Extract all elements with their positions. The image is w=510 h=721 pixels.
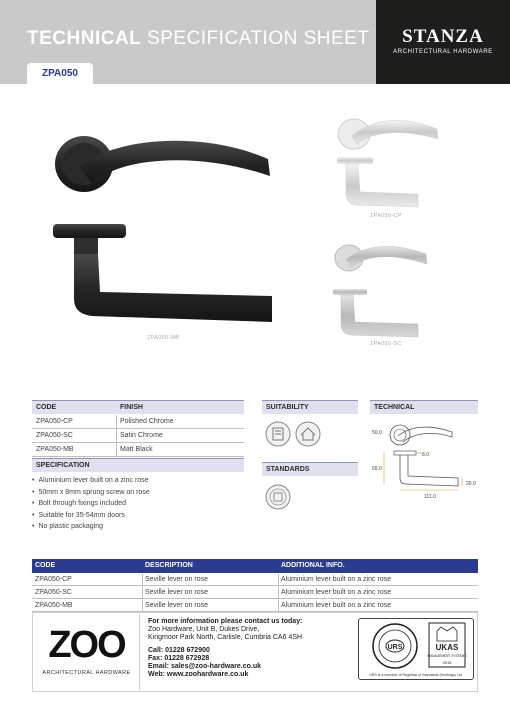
lever-illustrations (0, 84, 510, 374)
row-additional-info: Aluminium lever built on a zinc rose (281, 602, 392, 609)
satin-lever-sc (333, 245, 427, 337)
row-code: ZPA050-SC (35, 589, 72, 596)
table-row (32, 574, 478, 586)
web-link[interactable]: Web: www.zoohardware.co.uk (148, 671, 249, 679)
caption-sc: ZPA050-SC (370, 341, 402, 347)
suitability-heading: SUITABILITY (266, 404, 309, 411)
brand-name: STANZA (402, 26, 484, 47)
row-description: Seville lever on rose (145, 602, 209, 609)
col-code: CODE (35, 562, 56, 569)
chrome-lever-cp (337, 119, 438, 207)
email-link[interactable]: Email: sales@zoo-hardware.co.uk (148, 663, 262, 671)
row-description: Seville lever on rose (145, 576, 209, 583)
standards-heading: STANDARDS (266, 466, 310, 473)
column-divider (116, 415, 117, 457)
caption-mb: ZPA050-MB (147, 335, 180, 341)
standards-header (262, 462, 358, 476)
spec-item: • Suitable for 35-54mm doors (32, 510, 150, 522)
col-additional-info: ADDITIONAL INFO. (281, 562, 345, 569)
col-finish: FINISH (120, 404, 143, 411)
specification-heading: SPECIFICATION (36, 462, 90, 469)
fax-number: Fax: 01228 672928 (148, 654, 210, 662)
specification-list (32, 475, 150, 533)
row-code: ZPA050-CP (35, 576, 72, 583)
product-code: ZPA050 (42, 68, 78, 79)
sheet-title (27, 28, 369, 50)
row-code: ZPA050-SC (36, 432, 73, 439)
contact-heading: For more information please contact us today: (148, 618, 303, 625)
table-row (32, 600, 478, 612)
product-images (0, 84, 510, 374)
technical-heading: TECHNICAL (374, 404, 415, 411)
urs-note: URS is a member of Registrar of Standards (Holdings) Ltd. (369, 673, 463, 677)
table-row (32, 443, 244, 457)
ce-standard-icon (264, 483, 298, 513)
black-lever-front (55, 136, 270, 192)
row-code: ZPA050-MB (36, 446, 74, 453)
finish-table-header (32, 400, 244, 414)
spec-item: • 50mm x 8mm sprung screw on rose (32, 487, 150, 499)
row-finish: Polished Chrome (120, 418, 174, 425)
address-line-2: Kingmoor Park North, Carlisle, Cumbria CA6 4SH (148, 634, 303, 642)
phone-number[interactable]: Call: 01228 672900 (148, 646, 210, 654)
col-code: CODE (36, 404, 57, 411)
row-finish: Matt Black (120, 446, 153, 453)
ukas-label: UKAS (435, 643, 459, 652)
table-row (32, 429, 244, 443)
row-description: Seville lever on rose (145, 589, 209, 596)
header-banner (0, 0, 510, 84)
black-lever-side (53, 224, 272, 322)
ukas-subtitle: MANAGEMENT SYSTEMS (427, 654, 467, 658)
brand-logo (376, 0, 510, 84)
urs-seal-label: URS (387, 644, 403, 651)
technical-header (370, 400, 478, 414)
ukas-number: 0015 (442, 660, 452, 665)
dim-grip: 20.0 (466, 481, 476, 487)
caption-cp: ZPA050-CP (370, 213, 402, 219)
residential-icon (296, 422, 320, 446)
row-additional-info: Aluminium lever built on a zinc rose (281, 576, 392, 583)
spec-item: • Aluminium lever built on a zinc rose (32, 475, 150, 487)
table-row (32, 415, 244, 429)
row-code: ZPA050-CP (36, 418, 73, 425)
address-line-1: Zoo Hardware, Unit B, Dukes Drive, (148, 626, 260, 634)
dim-length: 111.0 (424, 494, 436, 500)
product-table-header (32, 559, 478, 573)
table-row (32, 587, 478, 599)
product-code-tab (27, 63, 93, 84)
row-code: ZPA050-MB (35, 602, 73, 609)
suitability-header (262, 400, 358, 414)
urs-ukas-logos (359, 619, 475, 671)
zoo-logo-text: ZOO (48, 624, 125, 666)
dim-rose-depth: 8.0 (422, 452, 429, 458)
spec-item: • Bolt through fixings included (32, 498, 150, 510)
certification-box (358, 618, 474, 680)
commercial-icon (266, 422, 290, 446)
specification-header (32, 458, 244, 472)
zoo-logo (34, 614, 140, 690)
contact-block (148, 618, 302, 679)
spec-item: • No plastic packaging (32, 521, 150, 533)
col-description: DESCRIPTION (145, 562, 193, 569)
zoo-logo-subtitle: ARCHITECTURAL HARDWARE (42, 670, 131, 676)
brand-subtitle: ARCHITECTURAL HARDWARE (393, 49, 493, 55)
dim-height: 65.0 (372, 466, 382, 472)
row-additional-info: Aluminium lever built on a zinc rose (281, 589, 392, 596)
suitability-icons (264, 420, 334, 450)
title-light: SPECIFICATION SHEET (147, 28, 370, 49)
row-finish: Satin Chrome (120, 432, 163, 439)
title-bold: TECHNICAL (27, 28, 142, 49)
dim-rose-diameter: 50.0 (372, 430, 382, 436)
